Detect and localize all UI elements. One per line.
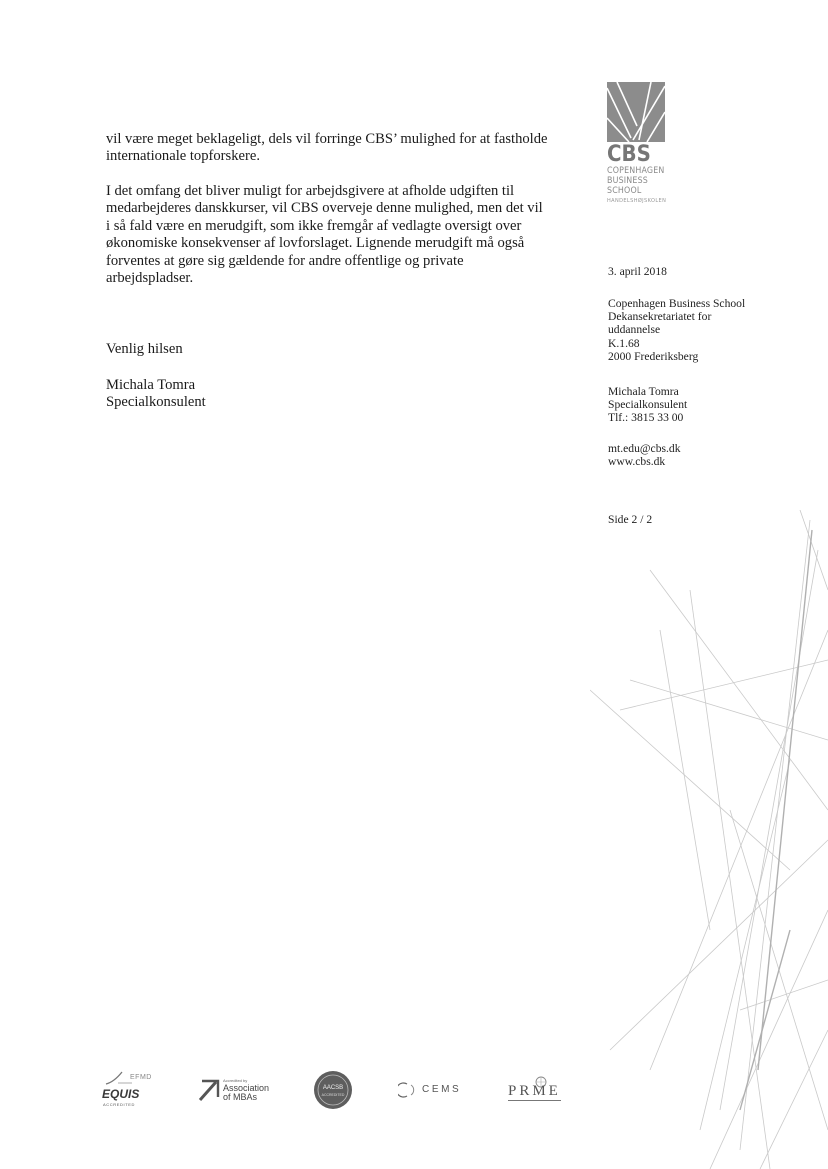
text-line: økonomiske konsekvenser af lovforslaget. Lignende merudgift må også [106, 235, 525, 252]
address-line: 2000 Frederiksberg [608, 349, 699, 363]
aacsb-label: AACSB [322, 1085, 344, 1091]
letter-paragraph-1 [106, 131, 586, 166]
closing-salutation: Venlig hilsen [106, 341, 183, 357]
contact-name: Michala Tomra [608, 385, 679, 398]
signer-name: Michala Tomra [106, 377, 196, 393]
aacsb-accreditation [313, 1070, 353, 1110]
contact-title: Specialkonsulent [608, 398, 688, 412]
contact-email: mt.edu@cbs.dk [608, 442, 681, 455]
amba-line-1: Association [223, 1083, 270, 1093]
amba-accredited-by: Accredited by [223, 1078, 248, 1083]
signature-block [106, 377, 206, 412]
cbs-logo-line3: HANDELSHØJSKOLEN [607, 198, 667, 204]
address-line: Dekansekretariatet for [608, 310, 712, 324]
prme-label: PRME [508, 1083, 561, 1099]
cbs-logo-mark [607, 82, 665, 142]
address-line: K.1.68 [608, 336, 640, 350]
cbs-logo-line2: BUSINESS SCHOOL [607, 176, 648, 196]
letter-paragraph-2 [106, 183, 586, 287]
text-line: internationale topforskere. [106, 148, 260, 165]
text-line: medarbejderes danskkurser, vil CBS overveje denne mulighed, men det vil [106, 200, 543, 217]
cems-globe-icon [398, 1082, 418, 1098]
sender-contact [608, 385, 687, 425]
letter-date: 3. april 2018 [608, 265, 667, 278]
equis-label: EQUIS [102, 1087, 140, 1101]
signer-title: Specialkonsulent [106, 394, 206, 411]
cems-label: CEMS [422, 1084, 462, 1095]
cbs-logo-line1: COPENHAGEN [607, 166, 665, 176]
page-number: Side 2 / 2 [608, 513, 653, 526]
amba-arrow-icon [198, 1078, 220, 1102]
decorative-line-art [590, 510, 828, 1169]
address-line: Copenhagen Business School [608, 297, 746, 310]
amba-line-2: of MBAs [223, 1092, 258, 1102]
cbs-logo [607, 82, 687, 222]
cbs-logo-word: CBS [607, 142, 651, 167]
text-line: vil være meget beklageligt, dels vil forringe CBS’ mulighed for at fastholde [106, 131, 548, 147]
text-line: I det omfang det bliver muligt for arbejdsgivere at afholde udgiften til [106, 183, 515, 199]
sender-address [608, 297, 788, 363]
contact-website: www.cbs.dk [608, 455, 666, 469]
text-line: i så fald være en merudgift, som ikke fremgår af vedlagte oversigt over [106, 217, 522, 234]
equis-accredited-label: ACCREDITED [103, 1102, 136, 1107]
text-line: arbejdspladser. [106, 270, 194, 287]
sender-web [608, 442, 681, 468]
address-line: uddannelse [608, 323, 661, 337]
contact-phone: Tlf.: 3815 33 00 [608, 411, 684, 425]
efmd-label: EFMD [130, 1074, 152, 1081]
text-line: forventes at gøre sig gældende for andre offentlige og private [106, 252, 464, 269]
aacsb-accredited-label: ACCREDITED [321, 1093, 345, 1097]
